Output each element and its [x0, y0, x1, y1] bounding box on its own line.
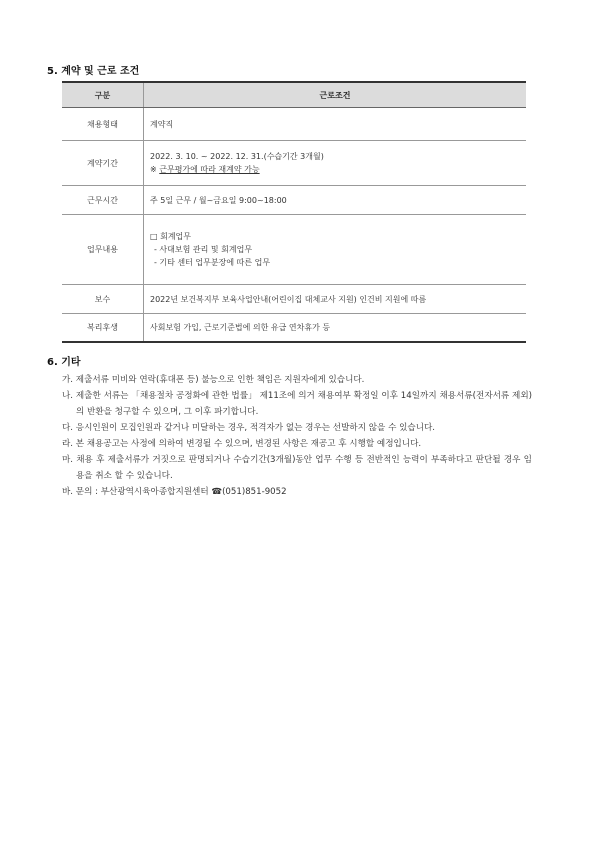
row-label: 계약기간: [62, 141, 144, 186]
row-label: 업무내용: [62, 215, 144, 285]
section6-title: 6. 기타: [47, 357, 81, 368]
row-label: 보수: [62, 285, 144, 314]
row-value: [144, 108, 527, 141]
row-line: 2022년 보건복지부 보육사업안내(어린이집 대체교사 지원) 인건비 지원에 따름: [150, 294, 427, 304]
note-prefix: ※: [150, 165, 160, 174]
row-value: [144, 314, 527, 342]
row-value: [144, 141, 527, 186]
list-item: 바. 문의 : 부산광역시육아종합지원센터 ☎(051)851-9052: [62, 487, 287, 497]
list-item: 마. 채용 후 제출서류가 거짓으로 판명되거나 수습기간(3개월)동안 업무 수행 등 전반적인 능력이 부족하다고 판단될 경우 임용을 취소 할 수 있습니다.: [62, 455, 532, 481]
work-conditions-table: [62, 81, 526, 343]
row-label: 복리후생: [62, 314, 144, 342]
table-row: [62, 215, 526, 285]
header-conditions: 근로조건: [144, 82, 527, 108]
table-row: [62, 108, 526, 141]
row-value: [144, 285, 527, 314]
row-value: [144, 215, 527, 285]
row-line: - 기타 센터 업무분장에 따른 업무: [154, 258, 271, 267]
row-label: 채용형태: [62, 108, 144, 141]
list-item: 라. 본 채용공고는 사정에 의하여 변경될 수 있으며, 변경된 사항은 재공고 후 시행할 예정입니다.: [62, 439, 422, 449]
table-row: [62, 141, 526, 186]
list-item: 나. 제출한 서류는 「채용절차 공정화에 관한 법률」 제11조에 의거 채용여부 확정일 이후 14일까지 채용서류(전자서류 제외)의 반환을 청구할 수 있으며, 그 이후 파기합니다.: [62, 391, 532, 417]
list-item: 가. 제출서류 미비와 연락(휴대폰 등) 불능으로 인한 책임은 지원자에게 있습니다.: [62, 375, 365, 385]
row-line: 2022. 3. 10. ~ 2022. 12. 31.(수습기간 3개월): [150, 152, 324, 161]
section5-title: 5. 계약 및 근로 조건: [47, 66, 140, 77]
row-value: [144, 186, 527, 215]
row-line: 주 5일 근무 / 월~금요일 9:00~18:00: [150, 195, 287, 205]
table-header-row: [62, 82, 526, 108]
notes-list: [62, 372, 532, 500]
table-row: [62, 314, 526, 342]
row-line: 계약직: [150, 119, 174, 129]
table-row: [62, 186, 526, 215]
note-text: 근무평가에 따라 재계약 가능: [159, 165, 260, 174]
table-row: [62, 285, 526, 314]
row-line: □ 회계업무: [150, 232, 192, 241]
row-label: 근무시간: [62, 186, 144, 215]
header-category: 구분: [62, 82, 144, 108]
row-note: [150, 163, 525, 176]
list-item: 다. 응시인원이 모집인원과 같거나 미달하는 경우, 적격자가 없는 경우는 선발하지 않을 수 있습니다.: [62, 423, 436, 433]
row-line: - 사대보험 관리 및 회계업무: [154, 245, 253, 254]
row-line: 사회보험 가입, 근로기준법에 의한 유급 연차휴가 등: [150, 322, 331, 332]
